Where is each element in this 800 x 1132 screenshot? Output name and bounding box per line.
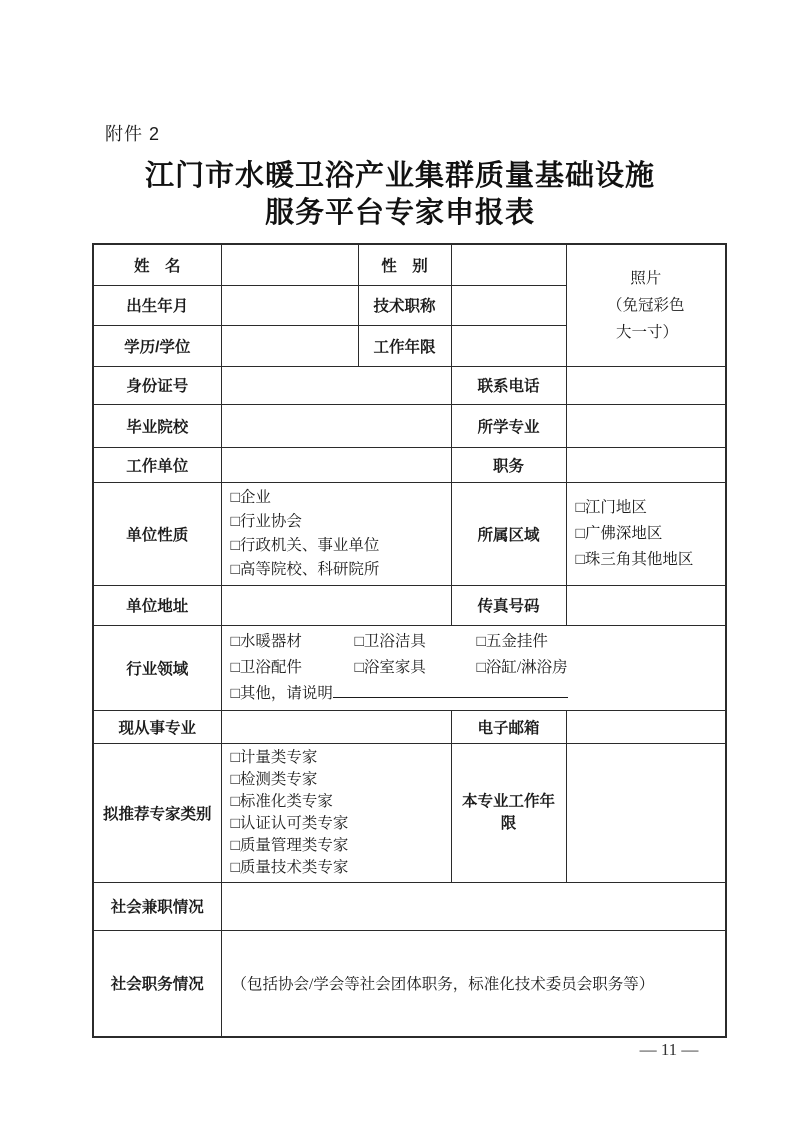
- email-value-cell: [566, 710, 726, 743]
- field-label-org-type: 单位性质: [93, 482, 221, 585]
- checkbox-option-guangfoshen: □广佛深地区: [575, 524, 663, 542]
- checkbox-option-sanitary-ware: □卫浴洁具: [354, 632, 426, 650]
- application-form-table: [92, 243, 727, 1038]
- industry-options-cell: [221, 625, 726, 710]
- employer-value-cell: [221, 447, 451, 482]
- name-value-cell: [221, 244, 358, 285]
- field-label-school: 毕业院校: [93, 404, 221, 447]
- photo-note-line2: （免冠彩色: [606, 296, 685, 314]
- field-label-gender: 性 别: [358, 244, 451, 285]
- checkbox-option-testing-expert: □检测类专家: [230, 770, 318, 788]
- field-label-id-number: 身份证号: [93, 366, 221, 404]
- school-value-cell: [221, 404, 451, 447]
- checkbox-option-bath-furniture: □浴室家具: [354, 658, 426, 676]
- photo-instructions: [607, 265, 685, 346]
- field-label-current-major: 现从事专业: [93, 710, 221, 743]
- checkbox-option-quality-technology-expert: □质量技术类专家: [230, 858, 349, 876]
- field-label-org-address: 单位地址: [93, 585, 221, 625]
- fax-value-cell: [566, 585, 726, 625]
- checkbox-option-association: □行业协会: [230, 512, 302, 530]
- social-position-note: （包括协会/学会等社会团体职务，标准化技术委员会职务等）: [231, 976, 655, 994]
- field-label-name: 姓 名: [93, 244, 221, 285]
- field-label-social-position: 社会职务情况: [93, 930, 221, 1037]
- field-label-birth: 出生年月: [93, 285, 221, 325]
- field-label-email: 电子邮箱: [451, 710, 566, 743]
- checkbox-option-certification-expert: □认证认可类专家: [230, 814, 349, 832]
- field-label-region: 所属区域: [451, 482, 566, 585]
- gender-value-cell: [451, 244, 566, 285]
- form-title-line2: 服务平台专家申报表: [264, 197, 535, 229]
- major-work-years-label-text: 本专业工作年限: [461, 792, 555, 832]
- photo-note-line3: 大一寸）: [615, 323, 678, 341]
- phone-value-cell: [566, 366, 726, 404]
- field-label-major-work-years: [451, 743, 566, 882]
- field-label-position: 职务: [451, 447, 566, 482]
- checkbox-option-enterprise: □企业: [230, 488, 271, 506]
- checkbox-option-jiangmen: □江门地区: [575, 498, 647, 516]
- other-specify-line: [333, 683, 568, 698]
- checkbox-option-pearl-delta: □珠三角其他地区: [575, 550, 694, 568]
- checkbox-option-bath-fittings: □卫浴配件: [230, 658, 302, 676]
- field-label-employer: 工作单位: [93, 447, 221, 482]
- photo-cell: [566, 244, 726, 366]
- attachment-label: 附件 2: [105, 124, 161, 144]
- checkbox-option-plumbing: □水暖器材: [230, 632, 302, 650]
- birth-value-cell: [221, 285, 358, 325]
- checkbox-option-government: □行政机关、事业单位: [230, 536, 380, 554]
- checkbox-option-other: □其他，请说明: [230, 684, 333, 702]
- education-value-cell: [221, 325, 358, 366]
- major-work-years-value-cell: [566, 743, 726, 882]
- checkbox-option-standardization-expert: □标准化类专家: [230, 792, 333, 810]
- form-title: [0, 158, 800, 232]
- tech-title-value-cell: [451, 285, 566, 325]
- region-options-cell: [566, 482, 726, 585]
- current-major-value-cell: [221, 710, 451, 743]
- social-parttime-value-cell: [221, 882, 726, 930]
- field-label-tech-title: 技术职称: [358, 285, 451, 325]
- field-label-work-years: 工作年限: [358, 325, 451, 366]
- checkbox-option-bathtub-shower: □浴缸/淋浴房: [476, 658, 568, 676]
- checkbox-option-college: □高等院校、科研院所: [230, 560, 380, 578]
- field-label-fax: 传真号码: [451, 585, 566, 625]
- field-label-expert-category: 拟推荐专家类别: [93, 743, 221, 882]
- work-years-value-cell: [451, 325, 566, 366]
- org-address-value-cell: [221, 585, 451, 625]
- id-number-value-cell: [221, 366, 451, 404]
- field-label-major: 所学专业: [451, 404, 566, 447]
- social-position-note-cell: [221, 930, 726, 1037]
- expert-category-options-cell: [221, 743, 451, 882]
- checkbox-option-metrology-expert: □计量类专家: [230, 748, 318, 766]
- field-label-industry: 行业领域: [93, 625, 221, 710]
- field-label-phone: 联系电话: [451, 366, 566, 404]
- field-label-education: 学历/学位: [93, 325, 221, 366]
- major-value-cell: [566, 404, 726, 447]
- checkbox-option-hardware: □五金挂件: [476, 632, 548, 650]
- page-number: — 11 —: [639, 1040, 699, 1059]
- org-type-options-cell: [221, 482, 451, 585]
- form-title-line1: 江门市水暖卫浴产业集群质量基础设施: [144, 160, 655, 192]
- photo-label: 照片: [630, 269, 662, 287]
- position-value-cell: [566, 447, 726, 482]
- field-label-social-parttime: 社会兼职情况: [93, 882, 221, 930]
- checkbox-option-quality-management-expert: □质量管理类专家: [230, 836, 349, 854]
